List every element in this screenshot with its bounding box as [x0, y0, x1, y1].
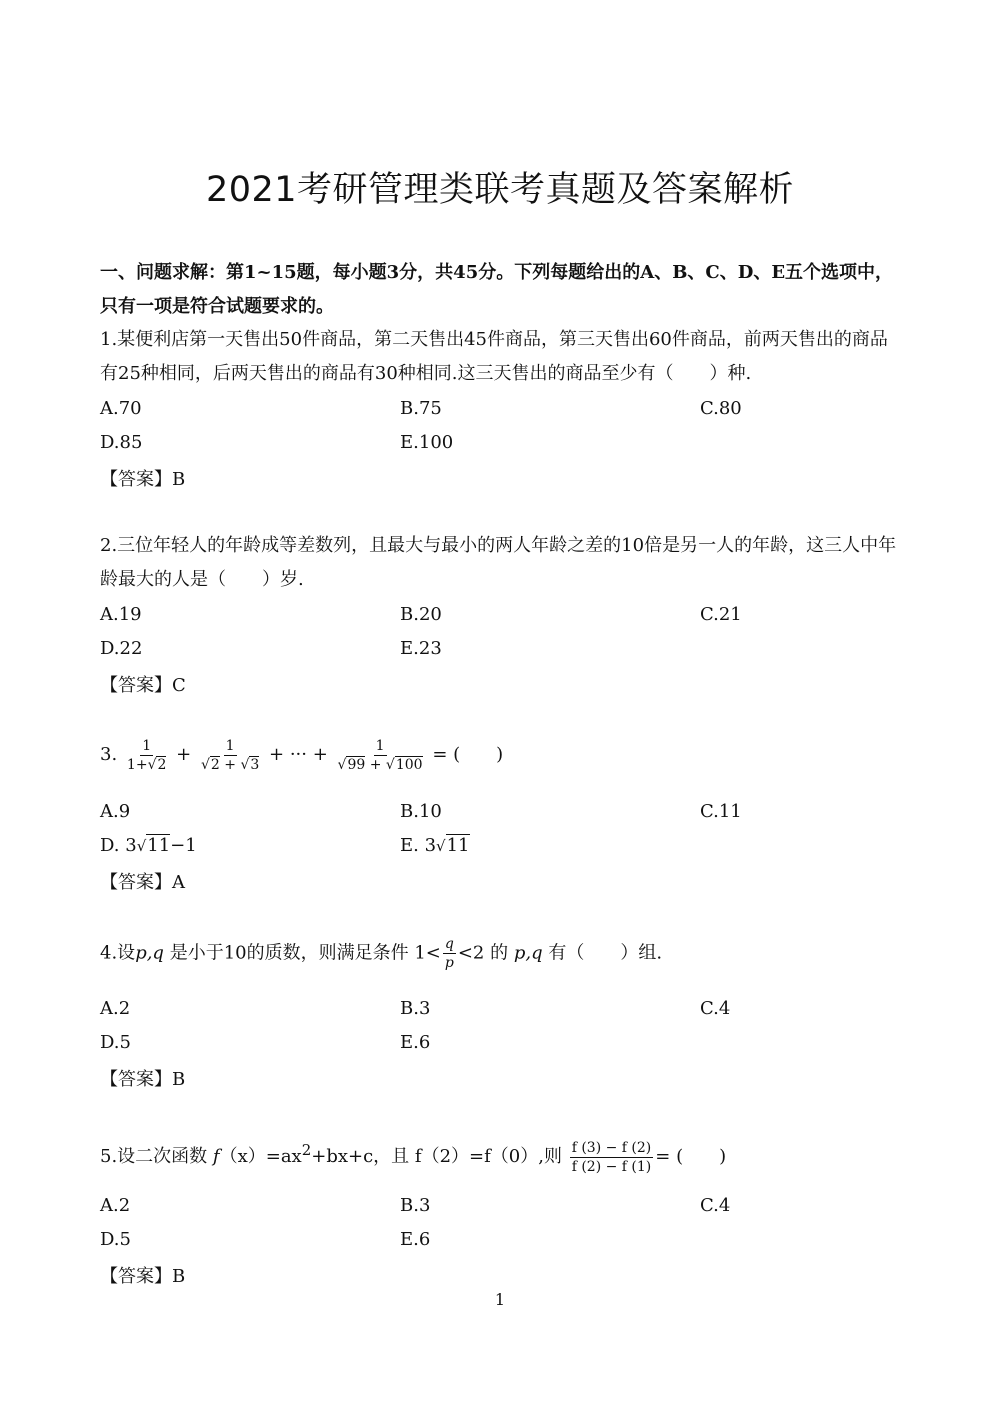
option-c: C.4: [700, 998, 731, 1019]
option-e: E.6: [400, 1032, 431, 1053]
option-a: A.70: [100, 398, 142, 419]
option-c: C.80: [700, 398, 742, 419]
question-1-answer: 【答案】B: [100, 469, 186, 490]
page-number: 1: [494, 1290, 506, 1309]
option-e: E.23: [400, 638, 442, 659]
option-e: E.100: [400, 432, 454, 453]
question-3-answer: 【答案】A: [100, 872, 185, 893]
question-2-text: 2.三位年轻人的年龄成等差数列，且最大与最小的两人年龄之差的10倍是另一人的年龄，这三人中年龄最大的人是（ ）岁.: [100, 535, 897, 590]
option-d: D.5: [100, 1032, 131, 1053]
question-5-answer: 【答案】B: [100, 1266, 186, 1287]
fraction-1: $\frac{1}{1+√2}$: [126, 737, 167, 773]
option-a: A.19: [100, 604, 142, 625]
option-b: B.3: [400, 1195, 431, 1216]
option-c: C.21: [700, 604, 742, 625]
fraction-3: $\frac{1}{√99 + √100}$: [337, 737, 423, 773]
option-d: D.5: [100, 1229, 131, 1250]
question-4-text: 4.设p,q 是小于10的质数，则满足条件 1< $\frac{q}{p}$ <2 的 p,q 有（ ）组.: [100, 936, 663, 971]
fraction-q-over-p: $\frac{q}{p}$: [444, 936, 454, 971]
option-c: C.4: [700, 1195, 731, 1216]
fraction-f-ratio: $\frac{f (3) - f (2)}{f (2) - f (1)}$: [571, 1139, 652, 1175]
fraction-2: $\frac{1}{√2 + √3}$: [200, 737, 260, 773]
option-a: A.2: [100, 1195, 131, 1216]
option-c: C.11: [700, 801, 742, 822]
question-1-text: 1.某便利店第一天售出50件商品，第二天售出45件商品，第三天售出60件商品，前两天售出的商品有25种相同，后两天售出的商品有30种相同.这三天售出的商品至少有（ ）种.: [100, 329, 888, 384]
page-title: 2021考研管理类联考真题及答案解析: [205, 170, 795, 210]
option-a: A.2: [100, 998, 131, 1019]
question-3-text: 3. $\frac{1}{1+√2}$ + $\frac{1}{√2 + √3}$ + ··· + $\frac{1}{√99 + √100}$ = ( ): [100, 737, 504, 773]
option-d: D.85: [100, 432, 143, 453]
question-4-answer: 【答案】B: [100, 1069, 186, 1090]
option-b: B.75: [400, 398, 442, 419]
option-a: A.9: [100, 801, 131, 822]
option-d: D.22: [100, 638, 143, 659]
option-d: D. 3√11−1: [100, 835, 197, 856]
option-e: E.6: [400, 1229, 431, 1250]
section-heading: 一、问题求解：第1~15题，每小题3分，共45分。下列每题给出的A、B、C、D、E五个选项中，只有一项是符合试题要求的。: [100, 262, 894, 317]
option-e: E. 3√11: [400, 835, 470, 856]
option-b: B.10: [400, 801, 442, 822]
option-b: B.20: [400, 604, 442, 625]
question-2-answer: 【答案】C: [100, 675, 186, 696]
option-b: B.3: [400, 998, 431, 1019]
question-5-text: 5.设二次函数 $f(x)=ax^2+bx+c$，且 f（2）=f（0）,则 $\frac{f (3) - f (2)}{f (2) - f (1)}$ = ( ): [100, 1139, 727, 1175]
